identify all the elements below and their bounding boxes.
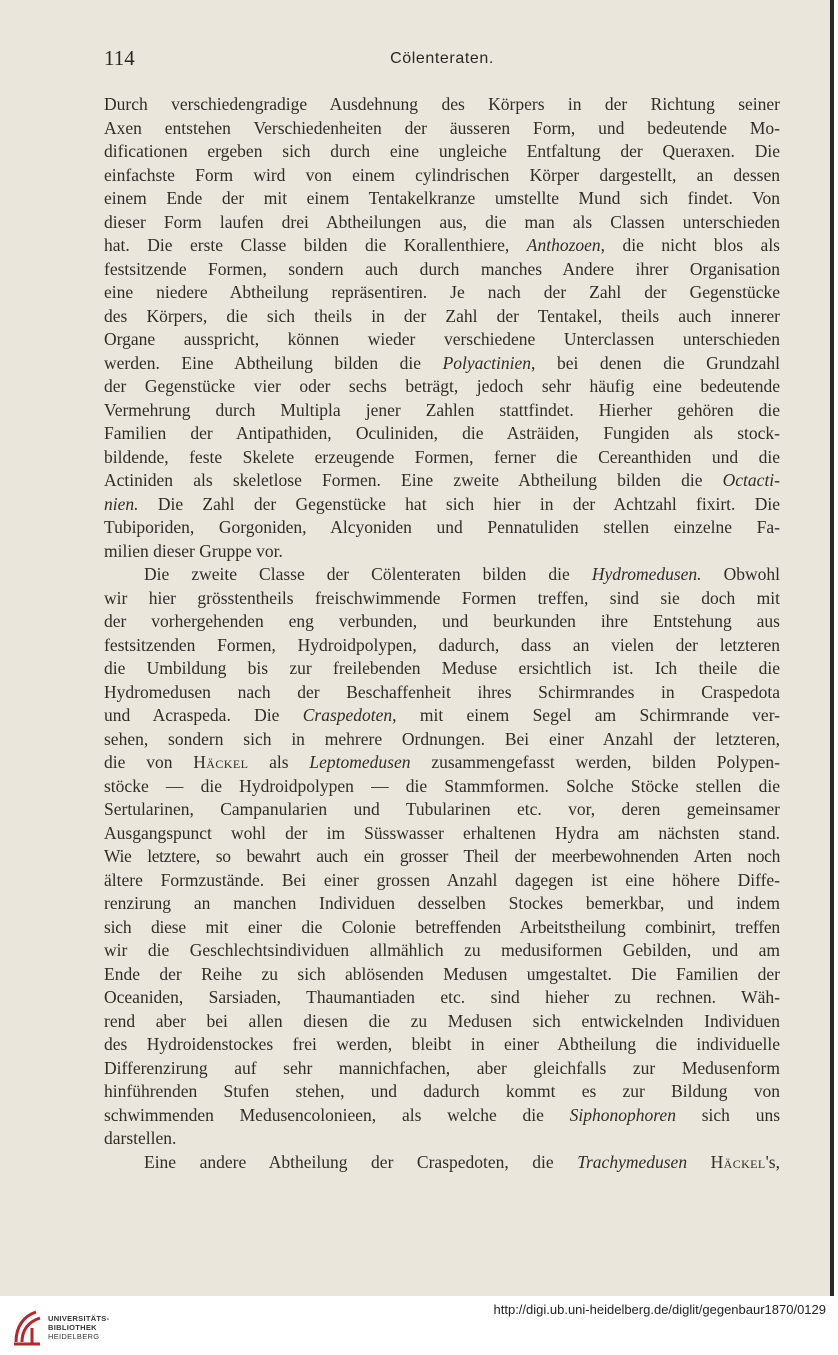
- text-line: stöcke — die Hydroidpolypen — die Stammformen. Solche Stöcke stellen die: [104, 775, 780, 796]
- italic-term: Leptomedusen: [309, 752, 411, 772]
- text-run: Actiniden als skeletlose Formen. Eine zweite Abtheilung bilden die: [104, 470, 723, 490]
- text-line: hinführenden Stufen stehen, und dadurch kommt es zur Bildung von: [104, 1081, 780, 1101]
- text-line: rend aber bei allen diesen die zu Medusen sich entwickelnden Individuen: [104, 1010, 780, 1031]
- italic-term: Anthozoen: [526, 235, 601, 255]
- library-logo[interactable]: [10, 1306, 140, 1348]
- text-line: [104, 234, 780, 258]
- text-run: , bei denen die Grundzahl: [531, 352, 780, 373]
- text-line: des Hydroidenstockes frei werden, bleibt in einer Abtheilung die individuelle: [104, 1034, 780, 1054]
- library-emblem-icon: [10, 1306, 46, 1348]
- text-line: Organe ausspricht, können wieder verschiedene Unterclassen unterschieden: [104, 329, 780, 349]
- library-name-line: BIBLIOTHEK: [48, 1323, 97, 1332]
- text-run: werden. Eine Abtheilung bilden die: [104, 352, 443, 373]
- text-line: [104, 493, 780, 517]
- text-line: Vermehrung durch Multipla jener Zahlen stattfindet. Hierher gehören die: [104, 399, 780, 420]
- source-url-link[interactable]: http://digi.ub.uni-heidelberg.de/diglit/gegenbaur1870/0129: [493, 1302, 826, 1317]
- text-run: Obwohl: [701, 564, 781, 584]
- text-run: , die nicht blos als: [600, 235, 780, 255]
- text-line: Durch verschiedengradige Ausdehnung des Körpers in der Richtung seiner: [104, 94, 780, 114]
- text-line: milien dieser Gruppe vor.: [104, 540, 283, 561]
- text-line: sich diese mit einer die Colonie betreffenden Arbeitstheilung combinirt, treffen: [104, 916, 780, 937]
- text-line: eine niedere Abtheilung repräsentiren. Je nach der Zahl der Gegenstücke: [104, 282, 780, 302]
- text-run: , mit einem Segel am Schirmrande ver-: [392, 705, 781, 725]
- text-line: [104, 1104, 780, 1128]
- text-run: die von: [104, 752, 194, 772]
- text-run: und Acraspeda. Die: [104, 705, 303, 725]
- text-line: einfachste Form wird von einem cylindrischen Körper dargestellt, an dessen: [104, 164, 780, 185]
- text-run: als: [248, 752, 310, 772]
- text-line: die Umbildung bis zur freilebenden Meduse ersichtlich ist. Ich theile die: [104, 658, 780, 678]
- text-run: Eine andere Abtheilung der Craspedoten, die: [144, 1151, 578, 1172]
- text-line: wir hier grösstentheils freischwimmende Formen treffen, sind sie doch mit: [104, 587, 780, 608]
- text-line: [104, 751, 780, 775]
- text-line: bildende, feste Skelete erzeugende Formen, ferner die Cereanthiden und die: [104, 446, 780, 467]
- text-line: ältere Formzustände. Bei einer grossen Anzahl dagegen ist eine höhere Diffe-: [104, 869, 780, 890]
- library-name-line: HEIDELBERG: [48, 1332, 100, 1341]
- text-line: Oceaniden, Sarsiaden, Thaumantiaden etc. sind hieher zu rechnen. Wäh-: [104, 987, 780, 1007]
- text-line: dieser Form laufen drei Abtheilungen aus, die man als Classen unterschieden: [104, 211, 780, 232]
- text-line: Hydromedusen nach der Beschaffenheit ihres Schirmrandes in Craspedota: [104, 681, 780, 702]
- page-number: 114: [104, 46, 135, 70]
- text-line: der vorhergehenden eng verbunden, und beurkunden ihre Entstehung aus: [104, 611, 780, 631]
- text-line: wir die Geschlechtsindividuen allmählich zu medusiformen Gebilden, und am: [104, 940, 780, 960]
- text-line: Familien der Antipathiden, Oculiniden, die Asträiden, Fungiden als stock-: [104, 423, 780, 443]
- library-name-line: UNIVERSITÄTS-: [48, 1314, 110, 1323]
- text-run: schwimmenden Medusencolonieen, als welche die: [104, 1104, 570, 1125]
- text-line: des Körpers, die sich theils in der Zahl der Tentakel, theils auch innerer: [104, 305, 780, 326]
- text-run: sich uns: [675, 1104, 781, 1125]
- text-line: [104, 704, 780, 728]
- author-name: Häckel: [193, 752, 249, 772]
- text-line: Tubiporiden, Gorgoniden, Alcyoniden und Pennatuliden stellen einzelne Fa-: [104, 517, 780, 537]
- text-line: festsitzende Formen, sondern auch durch manches Andere ihrer Organisation: [104, 258, 780, 279]
- text-line: festsitzenden Formen, Hydroidpolypen, dadurch, dass an vielen der letzteren: [104, 634, 780, 655]
- italic-term: Craspedoten: [302, 705, 393, 725]
- page-header: [104, 46, 780, 76]
- text-line: Ende der Reihe zu sich ablösenden Medusen umgestaltet. Die Familien der: [104, 963, 780, 984]
- italic-term: Hydromedusen.: [591, 564, 702, 584]
- text-run: Die zweite Classe der Cölenteraten bilden die: [144, 564, 592, 584]
- italic-term: nien.: [104, 493, 139, 514]
- running-head: Cölenteraten.: [390, 50, 494, 67]
- text-run: zusammengefasst werden, bilden Polypen-: [410, 752, 780, 772]
- text-run: [687, 1152, 711, 1172]
- library-name: [48, 1314, 109, 1341]
- italic-term: Siphonophoren: [569, 1104, 676, 1125]
- text-line: sehen, sondern sich in mehrere Ordnungen. Bei einer Anzahl der letzteren,: [104, 728, 780, 749]
- text-line: dificationen ergeben sich durch eine ungleiche Entfaltung der Queraxen. Die: [104, 141, 780, 161]
- text-line: Sertularinen, Campanularien und Tubularinen etc. vor, deren gemeinsamer: [104, 799, 780, 819]
- viewer-footer: [0, 1296, 838, 1355]
- text-run: 's,: [765, 1151, 780, 1172]
- text-run: Die Zahl der Gegenstücke hat sich hier in der Achtzahl fixirt. Die: [138, 493, 780, 514]
- italic-term: Trachymedusen: [577, 1151, 688, 1172]
- text-line: [104, 1151, 780, 1175]
- text-line: der Gegenstücke vier oder sechs beträgt, jedoch sehr häufig eine bedeutende: [104, 376, 780, 396]
- text-line: einem Ende der mit einem Tentakelkranze umstellte Mund sich findet. Von: [104, 188, 780, 208]
- text-line: [104, 469, 780, 493]
- text-line: Axen entstehen Verschiedenheiten der äusseren Form, und bedeutende Mo-: [104, 117, 780, 138]
- body-text: [104, 93, 780, 1174]
- text-line: [104, 563, 780, 587]
- text-line: Ausgangspunct wohl der im Süsswasser erhaltenen Hydra am nächsten stand.: [104, 822, 780, 843]
- author-name: Häckel: [710, 1151, 766, 1172]
- italic-term: Octacti-: [722, 470, 780, 490]
- text-line: renzirung an manchen Individuen desselben Stockes bemerkbar, und indem: [104, 893, 780, 913]
- text-line: Wie letztere, so bewahrt auch ein grosser Theil der meerbewohnenden Arten noch: [104, 846, 780, 866]
- text-run: hat. Die erste Classe bilden die Korallenthiere,: [104, 235, 527, 255]
- text-line: [104, 352, 780, 376]
- italic-term: Polyactinien: [442, 352, 532, 373]
- text-line: Differenzirung auf sehr mannichfachen, aber gleichfalls zur Medusenform: [104, 1057, 780, 1078]
- text-line: darstellen.: [104, 1128, 177, 1148]
